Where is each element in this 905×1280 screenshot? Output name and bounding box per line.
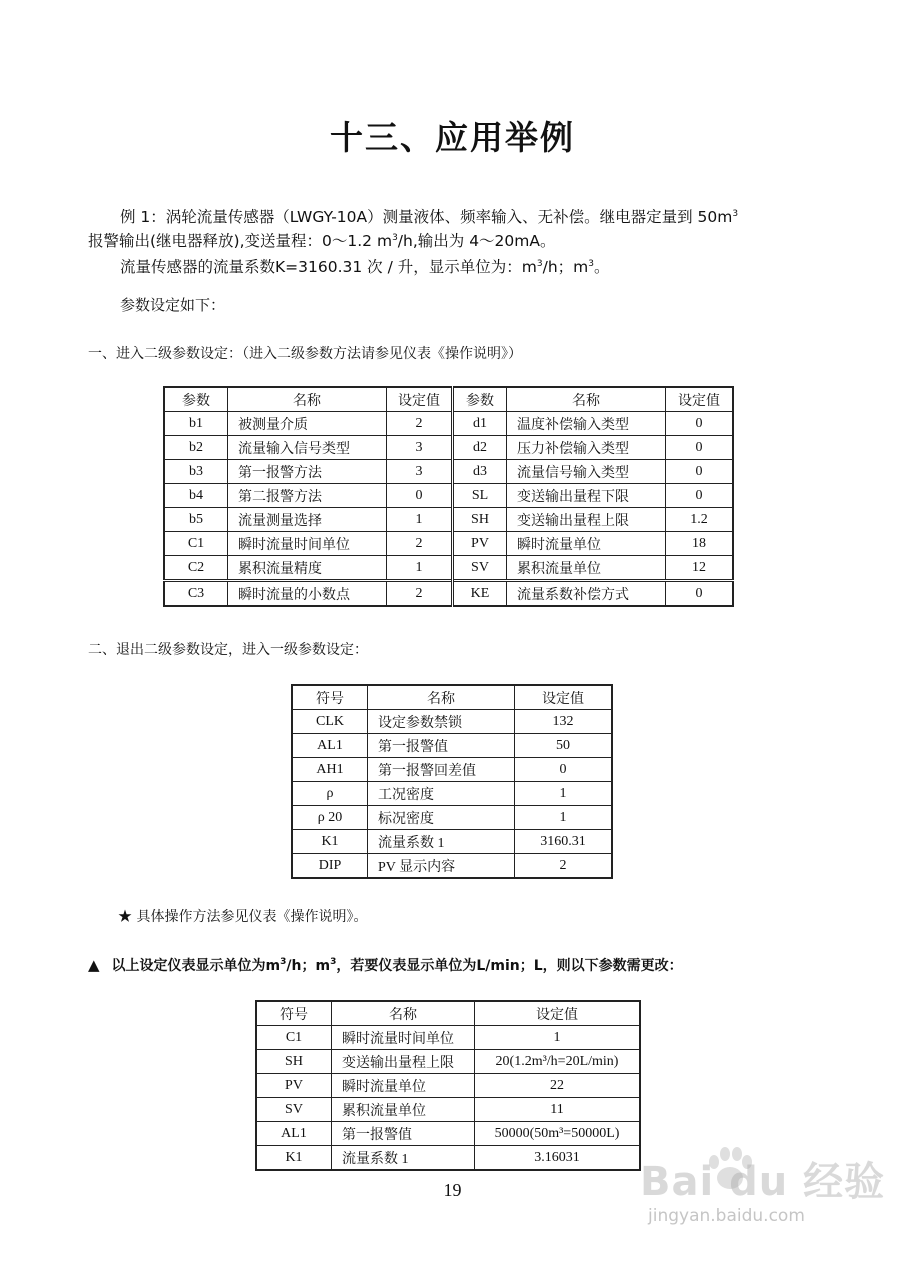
header-cell: 符号 xyxy=(256,1001,332,1026)
cell-name: 累积流量单位 xyxy=(332,1098,475,1122)
note-text: /h；m xyxy=(286,958,331,974)
header-cell: 名称 xyxy=(368,685,515,710)
cell-name: 第一报警方法 xyxy=(228,460,387,484)
cell-code: K1 xyxy=(256,1146,332,1171)
cell-name: 瞬时流量的小数点 xyxy=(228,581,387,607)
table-row xyxy=(292,854,612,879)
table-row xyxy=(164,508,733,532)
note-text: 以上设定仪表显示单位为m xyxy=(111,958,281,974)
cell-value: 3 xyxy=(387,436,453,460)
table-row xyxy=(164,556,733,581)
header-cell: 设定值 xyxy=(515,685,613,710)
superscript: 3 xyxy=(330,957,337,967)
table-row xyxy=(256,1146,640,1171)
cell-value: 2 xyxy=(387,532,453,556)
cell-name: 累积流量单位 xyxy=(507,556,666,581)
table-row xyxy=(292,734,612,758)
superscript: 3 xyxy=(280,957,287,967)
cell-name: PV 显示内容 xyxy=(368,854,515,879)
params-intro: 参数设定如下： xyxy=(120,296,226,314)
cell-name: 瞬时流量时间单位 xyxy=(332,1026,475,1050)
table-header-row xyxy=(164,387,733,412)
cell-value: 132 xyxy=(515,710,613,734)
header-cell: 设定值 xyxy=(666,387,734,412)
cell-value: 50000(50m³=50000L) xyxy=(475,1122,641,1146)
table-row xyxy=(256,1074,640,1098)
table-row xyxy=(164,436,733,460)
cell-name: 第一报警值 xyxy=(368,734,515,758)
cell-value: 1 xyxy=(387,556,453,581)
example-line-2 xyxy=(88,230,555,253)
cell-value: 0 xyxy=(666,436,734,460)
table-header-row xyxy=(292,685,612,710)
cell-name: 累积流量精度 xyxy=(228,556,387,581)
cell-value: 3.16031 xyxy=(475,1146,641,1171)
page-title: 十三、应用举例 xyxy=(330,118,575,157)
table-row xyxy=(164,581,733,607)
cell-code: CLK xyxy=(292,710,368,734)
table-row xyxy=(256,1098,640,1122)
table-row xyxy=(292,782,612,806)
table-primary-params xyxy=(291,684,613,879)
header-cell: 参数 xyxy=(453,387,507,412)
section-1-heading: 一、进入二级参数设定：（进入二级参数方法请参见仪表《操作说明》） xyxy=(88,346,522,362)
table-row xyxy=(164,484,733,508)
example-line-3 xyxy=(120,256,610,279)
superscript: 3 xyxy=(536,259,543,269)
cell-value: 0 xyxy=(666,412,734,436)
cell-code: SV xyxy=(453,556,507,581)
cell-name: 工况密度 xyxy=(368,782,515,806)
table-row xyxy=(292,710,612,734)
cell-value: 1.2 xyxy=(666,508,734,532)
watermark-url: jingyan.baidu.com xyxy=(648,1206,805,1226)
example-text: 流量传感器的流量系数K=3160.31 次 / 升，显示单位为：m xyxy=(120,258,537,276)
cell-value: 20(1.2m³/h=20L/min) xyxy=(475,1050,641,1074)
cell-code: b1 xyxy=(164,412,228,436)
star-note: ★ 具体操作方法参见仪表《操作说明》。 xyxy=(118,909,368,925)
cell-name: 压力补偿输入类型 xyxy=(507,436,666,460)
superscript: 3 xyxy=(732,209,739,219)
cell-value: 22 xyxy=(475,1074,641,1098)
cell-name: 被测量介质 xyxy=(228,412,387,436)
table-row xyxy=(292,806,612,830)
cell-value: 0 xyxy=(666,484,734,508)
cell-value: 3160.31 xyxy=(515,830,613,854)
cell-code: K1 xyxy=(292,830,368,854)
cell-value: 2 xyxy=(387,412,453,436)
cell-name: 变送输出量程下限 xyxy=(507,484,666,508)
cell-value: 12 xyxy=(666,556,734,581)
cell-name: 温度补偿输入类型 xyxy=(507,412,666,436)
cell-code: b5 xyxy=(164,508,228,532)
cell-value: 0 xyxy=(666,581,734,607)
cell-name: 流量输入信号类型 xyxy=(228,436,387,460)
table-row xyxy=(164,532,733,556)
cell-name: 流量信号输入类型 xyxy=(507,460,666,484)
example-line-1 xyxy=(120,206,738,229)
header-cell: 参数 xyxy=(164,387,228,412)
header-cell: 名称 xyxy=(332,1001,475,1026)
triangle-icon: ▲ xyxy=(88,956,100,974)
cell-code: C1 xyxy=(164,532,228,556)
note-text: ，若要仪表显示单位为L/min；L，则以下参数需更改： xyxy=(336,958,683,974)
example-text: /h,输出为 4～20mA。 xyxy=(397,232,556,250)
cell-code: d2 xyxy=(453,436,507,460)
page-number: 19 xyxy=(443,1180,462,1200)
cell-name: 第二报警方法 xyxy=(228,484,387,508)
unit-change-note xyxy=(88,955,683,975)
table-header-row xyxy=(256,1001,640,1026)
cell-value: 1 xyxy=(515,806,613,830)
table-row xyxy=(256,1122,640,1146)
table-row xyxy=(292,758,612,782)
cell-name: 第一报警值 xyxy=(332,1122,475,1146)
cell-code: b4 xyxy=(164,484,228,508)
cell-code: SV xyxy=(256,1098,332,1122)
cell-value: 1 xyxy=(475,1026,641,1050)
example-text: 例 1：涡轮流量传感器（LWGY-10A）测量液体、频率输入、无补偿。继电器定量到 50m xyxy=(120,208,733,226)
cell-code: AL1 xyxy=(292,734,368,758)
example-text: 报警输出(继电器释放),变送量程：0～1.2 m xyxy=(88,232,393,250)
cell-name: 第一报警回差值 xyxy=(368,758,515,782)
cell-code: KE xyxy=(453,581,507,607)
header-cell: 名称 xyxy=(507,387,666,412)
cell-name: 流量系数补偿方式 xyxy=(507,581,666,607)
example-text: /h；m xyxy=(542,258,589,276)
header-cell: 符号 xyxy=(292,685,368,710)
cell-code: SH xyxy=(256,1050,332,1074)
cell-value: 18 xyxy=(666,532,734,556)
cell-name: 流量系数 1 xyxy=(332,1146,475,1171)
cell-value: 0 xyxy=(666,460,734,484)
cell-code: SL xyxy=(453,484,507,508)
superscript: 3 xyxy=(588,259,594,269)
cell-name: 瞬时流量单位 xyxy=(507,532,666,556)
header-cell: 名称 xyxy=(228,387,387,412)
cell-code: b3 xyxy=(164,460,228,484)
table-unit-change-params xyxy=(255,1000,641,1171)
section-2-heading: 二、退出二级参数设定，进入一级参数设定： xyxy=(88,642,368,658)
cell-code: AL1 xyxy=(256,1122,332,1146)
cell-code: d3 xyxy=(453,460,507,484)
cell-name: 变送输出量程上限 xyxy=(332,1050,475,1074)
superscript: 3 xyxy=(392,233,398,243)
cell-value: 1 xyxy=(387,508,453,532)
table-row xyxy=(164,412,733,436)
cell-code: DIP xyxy=(292,854,368,879)
table-row xyxy=(256,1026,640,1050)
table-row xyxy=(256,1050,640,1074)
cell-value: 2 xyxy=(515,854,613,879)
cell-name: 流量系数 1 xyxy=(368,830,515,854)
table-secondary-params xyxy=(163,386,734,607)
cell-value: 0 xyxy=(387,484,453,508)
cell-value: 0 xyxy=(515,758,613,782)
cell-code: C2 xyxy=(164,556,228,581)
table-row xyxy=(292,830,612,854)
cell-code: ρ 20 xyxy=(292,806,368,830)
cell-code: PV xyxy=(453,532,507,556)
cell-name: 流量测量选择 xyxy=(228,508,387,532)
cell-code: C3 xyxy=(164,581,228,607)
example-text: 。 xyxy=(593,258,610,276)
header-cell: 设定值 xyxy=(475,1001,641,1026)
cell-code: C1 xyxy=(256,1026,332,1050)
header-cell: 设定值 xyxy=(387,387,453,412)
cell-name: 瞬时流量单位 xyxy=(332,1074,475,1098)
cell-code: ρ xyxy=(292,782,368,806)
cell-value: 2 xyxy=(387,581,453,607)
cell-name: 标况密度 xyxy=(368,806,515,830)
table-row xyxy=(164,460,733,484)
cell-code: SH xyxy=(453,508,507,532)
cell-name: 设定参数禁锁 xyxy=(368,710,515,734)
cell-value: 11 xyxy=(475,1098,641,1122)
cell-code: b2 xyxy=(164,436,228,460)
cell-name: 变送输出量程上限 xyxy=(507,508,666,532)
cell-code: AH1 xyxy=(292,758,368,782)
watermark-brand: Bai du 经验 xyxy=(640,1159,886,1205)
cell-value: 1 xyxy=(515,782,613,806)
cell-code: d1 xyxy=(453,412,507,436)
cell-code: PV xyxy=(256,1074,332,1098)
cell-value: 50 xyxy=(515,734,613,758)
cell-name: 瞬时流量时间单位 xyxy=(228,532,387,556)
cell-value: 3 xyxy=(387,460,453,484)
